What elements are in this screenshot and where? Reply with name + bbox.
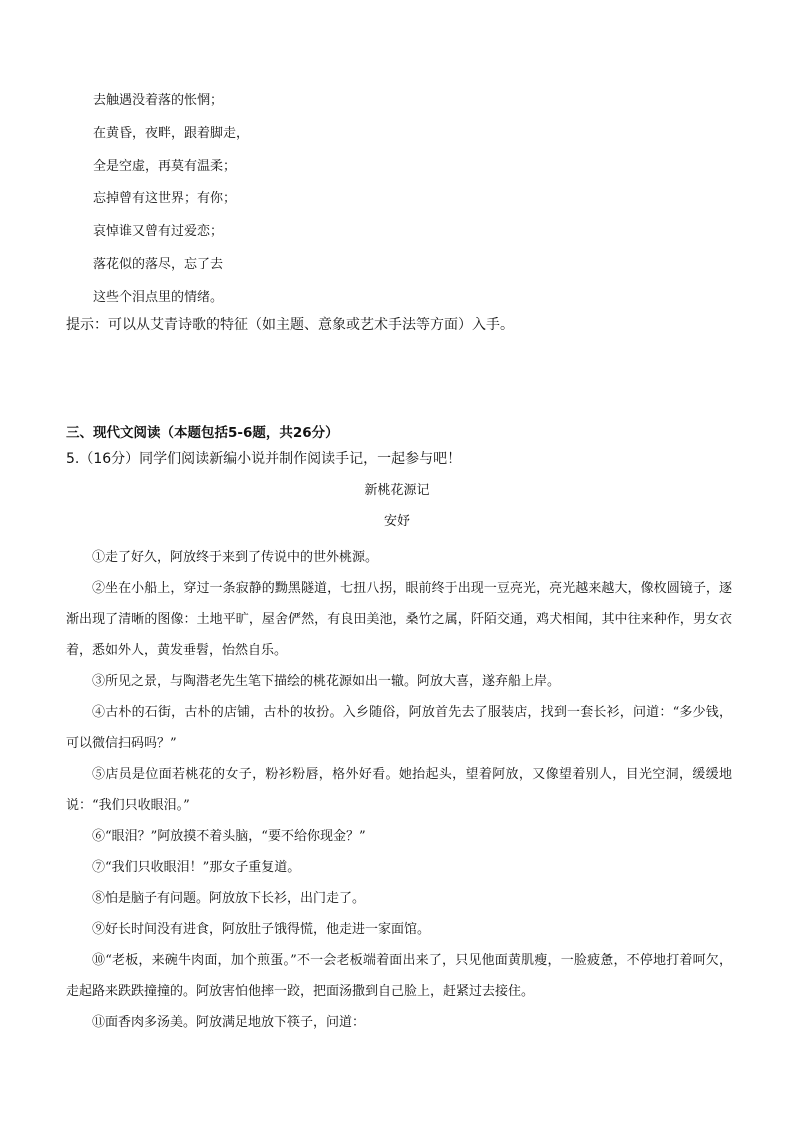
story-author: 安妤 — [383, 514, 410, 529]
story-title: 新桃花源记 — [364, 483, 430, 498]
poem-line: 在黄昏，夜畔，跟着脚走， — [93, 125, 250, 141]
story-paragraph: ⑨好长时间没有进食，阿放肚子饿得慌，他走进一家面馆。 — [92, 922, 431, 937]
poem-line: 全是空虚，再莫有温柔； — [93, 158, 237, 174]
story-paragraph: ①走了好久，阿放终于来到了传说中的世外桃源。 — [92, 550, 379, 565]
story-body — [66, 542, 732, 1038]
poem-line: 忘掉曾有这世界；有你； — [93, 191, 237, 207]
story-paragraph: ⑤店员是位面若桃花的女子，粉衫粉唇，格外好看。她抬起头，望着阿放，又像望着别人，目光空洞，缓缓地说：“我们只收眼泪。” — [66, 767, 732, 813]
poem-line: 去触遇没着落的怅惘； — [93, 93, 224, 108]
question-prompt: 5.（16分）同学们阅读新编小说并制作阅读手记，一起参与吧！ — [66, 451, 462, 467]
story-paragraph: ③所见之景，与陶潜老先生笔下描绘的桃花源如出一辙。阿放大喜，遂弃船上岸。 — [92, 674, 561, 689]
poem-line: 哀悼谁又曾有过爱恋； — [93, 224, 224, 240]
poem-line: 这些个泪点里的情绪。 — [93, 289, 224, 305]
story-paragraph: ⑥“眼泪？”阿放摸不着头脑，“要不给你现金？” — [92, 829, 366, 844]
hint-text: 提示：可以从艾青诗歌的特征（如主题、意象或艺术手法等方面）入手。 — [66, 317, 514, 333]
poem-line: 落花似的落尽，忘了去 — [93, 256, 224, 272]
poem-excerpt — [93, 94, 713, 324]
section-heading: 三、现代文阅读（本题包括5-6题，共26分） — [66, 425, 339, 441]
story-paragraph: ⑧怕是脑子有问题。阿放放下长衫，出门走了。 — [92, 891, 366, 906]
story-paragraph: ⑩“老板，来碗牛肉面，加个煎蛋。”不一会老板端着面出来了，只见他面黄肌瘦，一脸疲惫，不停地打着呵欠，走起路来跌跌撞撞的。阿放害怕他摔一跤，把面汤撒到自己脸上，赶紧过去接住。 — [66, 953, 732, 999]
story-paragraph: ②坐在小船上，穿过一条寂静的黝黑隧道，七扭八拐，眼前终于出现一豆亮光，亮光越来越大，像枚圆镜子，逐渐出现了清晰的图像：土地平旷，屋舍俨然，有良田美池，桑竹之属，阡陌交通，鸡犬相闻，其中往来种作，男女衣着，悉如外人，黄发垂髫，怡然自乐。 — [66, 581, 732, 658]
story-paragraph: ⑦“我们只收眼泪！”那女子重复道。 — [92, 860, 301, 875]
story-paragraph: ④古朴的石街，古朴的店铺，古朴的妆扮。入乡随俗，阿放首先去了服装店，找到一套长衫，问道：“多少钱，可以微信扫码吗？” — [66, 705, 732, 751]
story-paragraph: ⑪面香肉多汤美。阿放满足地放下筷子，问道： — [92, 1015, 366, 1030]
